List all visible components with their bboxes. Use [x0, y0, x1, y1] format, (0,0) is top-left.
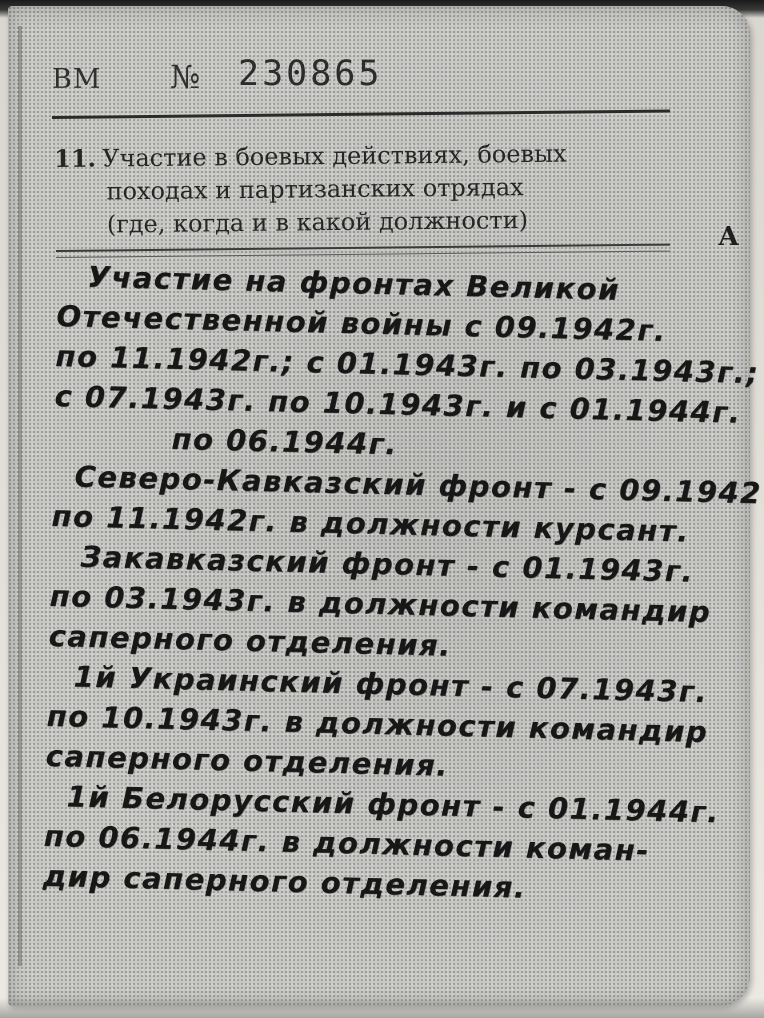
- section-heading-line-2: походах и партизанских отрядах: [106, 173, 524, 206]
- handwritten-line: с 07.1943г. по 10.1943г. и с 01.1944г.: [54, 378, 742, 430]
- handwritten-line: по 11.1942г. в должности курсант.: [51, 498, 691, 549]
- handwritten-line: 1й Украинский фронт - с 07.1943г.: [73, 659, 709, 710]
- handwritten-line: по 11.1942г.; с 01.1943г. по 03.1943г.;: [55, 338, 760, 391]
- section-number: 11.: [54, 143, 97, 173]
- handwritten-line: Закавказский фронт - с 01.1943г.: [80, 539, 695, 589]
- serial-prefix: ВМ: [52, 64, 102, 95]
- number-sign: №: [170, 58, 201, 96]
- handwritten-line: Отечественной войны с 09.1942г.: [56, 298, 667, 348]
- handwritten-line: саперного отделения.: [45, 738, 450, 783]
- serial-number: 230865: [238, 54, 383, 94]
- section-heading: [54, 135, 685, 242]
- section-heading-text-1: Участие в боевых действиях, боевых: [102, 139, 567, 173]
- page-binding-edge: [18, 26, 22, 966]
- handwritten-line: Северо-Кавказский фронт - с 09.1942: [74, 459, 763, 511]
- handwritten-line: по 06.1944г. в должности коман-: [43, 818, 651, 868]
- section-heading-line-3: (где, когда и в какой должности): [106, 206, 529, 239]
- handwritten-line: дир саперного отделения.: [42, 858, 527, 905]
- handwritten-entry: [42, 256, 763, 913]
- handwritten-line: по 10.1943г. в должности командир: [46, 698, 709, 750]
- bottom-shade: [0, 998, 764, 1018]
- handwritten-line: по 06.1944г.: [171, 421, 399, 462]
- handwritten-line: 1й Белорусский фронт - с 01.1944г.: [66, 779, 721, 830]
- handwritten-line: по 03.1943г. в должности командир: [49, 578, 712, 630]
- handwritten-line: саперного отделения.: [48, 618, 453, 663]
- margin-mark: А: [718, 222, 740, 252]
- handwritten-line: Участие на фронтах Великой: [87, 259, 621, 307]
